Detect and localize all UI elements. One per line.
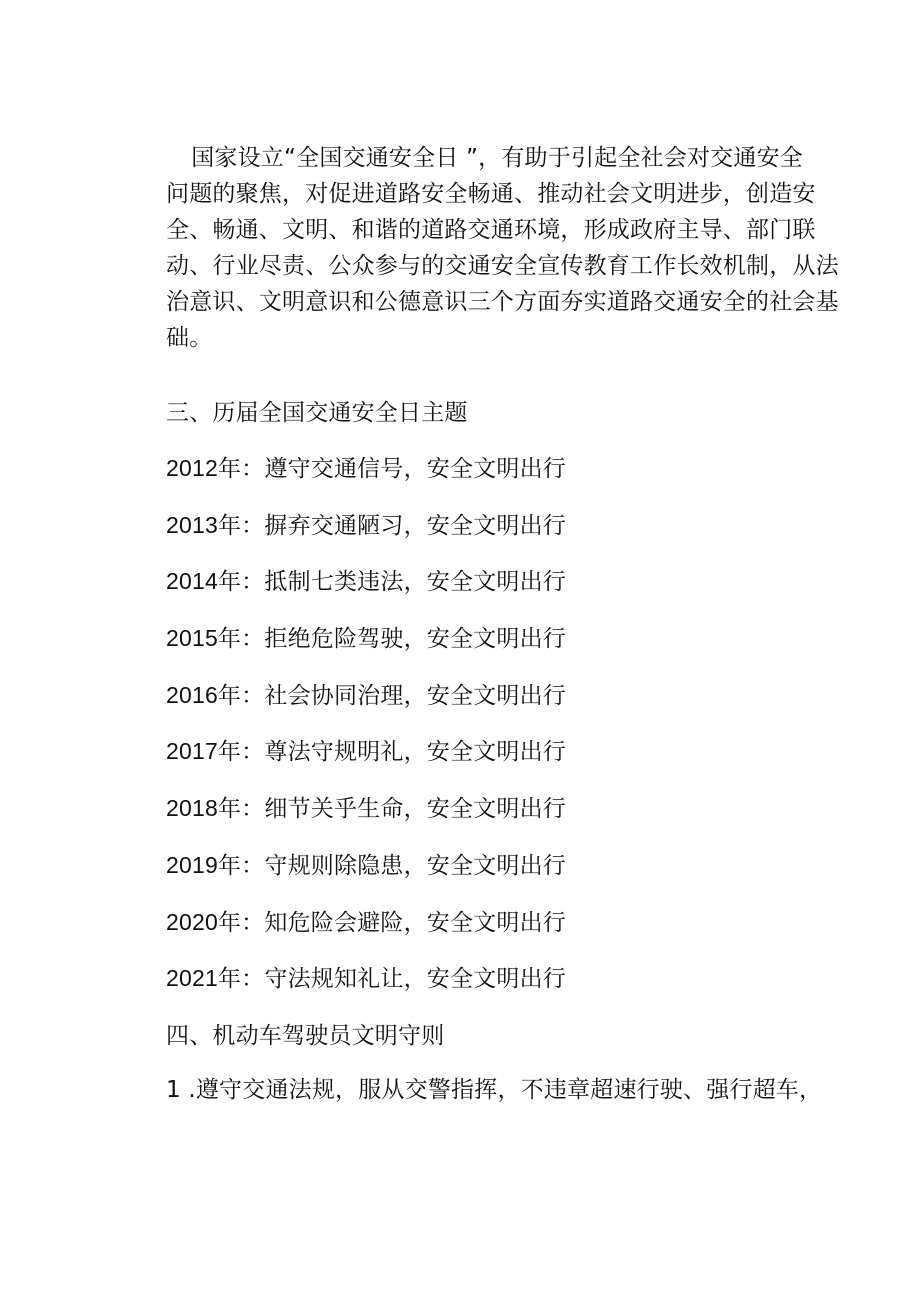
intro-paragraph [166,140,839,356]
theme-list [166,452,566,1019]
theme-year: 2018年 [166,795,242,822]
theme-item [166,509,566,566]
theme-item [166,565,566,622]
theme-text: ：抵制七类违法，安全文明出行 [241,569,566,596]
theme-text: ：遵守交通信号，安全文明出行 [241,456,566,482]
theme-year: 2020年 [166,908,242,935]
theme-item [166,735,566,792]
theme-year: 2016年 [166,681,242,708]
rule-item-1: 1 .遵守交通法规，服从交警指挥，不违章超速行驶、强行超车， [166,1077,823,1103]
theme-item [166,849,566,906]
theme-year: 2019年 [166,851,242,878]
section-3-heading: 三、历届全国交通安全日主题 [166,400,468,426]
theme-year: 2012年 [166,455,242,481]
theme-text: ：摒弃交通陋习，安全文明出行 [241,512,566,539]
intro-line: 础。 [166,325,213,351]
section-4-heading: 四、机动车驾驶员文明守则 [166,1023,445,1049]
theme-year: 2021年 [166,965,242,992]
theme-item [166,906,566,963]
intro-line: 全、畅通、文明、和谐的道路交通环境，形成政府主导、部门联 [166,217,816,243]
theme-text: ：守法规知礼让，安全文明出行 [241,966,566,993]
theme-text: ：守规则除隐患，安全文明出行 [241,852,566,879]
theme-item [166,622,566,679]
theme-text: ：细节关乎生命，安全文明出行 [241,796,566,823]
theme-item [166,962,566,1019]
theme-text: ：拒绝危险驾驶，安全文明出行 [241,626,566,653]
intro-line: 动、行业尽责、公众参与的交通安全宣传教育工作长效机制，从法 [166,253,839,279]
theme-item [166,792,566,849]
intro-line: 问题的聚焦，对促进道路安全畅通、推动社会文明进步，创造安 [166,181,816,207]
theme-item [166,452,566,509]
theme-text: ：社会协同治理，安全文明出行 [241,682,566,709]
theme-year: 2015年 [166,625,242,652]
intro-line: 国家设立“全国交通安全日 ”，有助于引起全社会对交通安全 [168,145,803,171]
theme-text: ：知危险会避险，安全文明出行 [241,909,566,936]
theme-year: 2014年 [166,568,242,595]
theme-item [166,679,566,736]
theme-year: 2017年 [166,738,242,765]
theme-year: 2013年 [166,511,242,538]
theme-text: ：尊法守规明礼，安全文明出行 [241,739,566,766]
intro-line: 治意识、文明意识和公德意识三个方面夯实道路交通安全的社会基 [166,289,839,315]
